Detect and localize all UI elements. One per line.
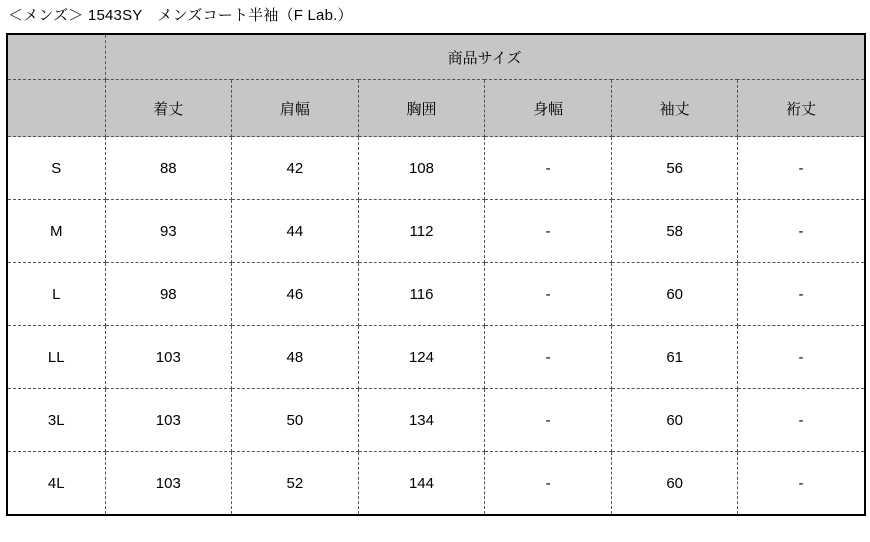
- cell-value: 103: [105, 389, 232, 452]
- table-row: [7, 137, 865, 200]
- cell-value: 61: [611, 326, 738, 389]
- column-header-3: 身幅: [485, 80, 612, 137]
- table-corner-cell-2: [7, 80, 105, 137]
- cell-value: 93: [105, 200, 232, 263]
- row-size-label: S: [7, 137, 105, 200]
- cell-value: -: [485, 389, 612, 452]
- cell-value: -: [485, 263, 612, 326]
- column-header-1: 肩幅: [232, 80, 359, 137]
- cell-value: -: [738, 389, 865, 452]
- table-row: [7, 200, 865, 263]
- cell-value: 88: [105, 137, 232, 200]
- cell-value: 116: [358, 263, 485, 326]
- row-size-label: M: [7, 200, 105, 263]
- cell-value: -: [738, 452, 865, 516]
- page-title: ＜メンズ＞ 1543SY メンズコート半袖（F Lab.）: [8, 7, 353, 24]
- column-header-5: 裄丈: [738, 80, 865, 137]
- cell-value: 56: [611, 137, 738, 200]
- size-table-container: [6, 33, 864, 516]
- cell-value: 50: [232, 389, 359, 452]
- cell-value: 60: [611, 263, 738, 326]
- cell-value: 108: [358, 137, 485, 200]
- table-column-header-row: [7, 80, 865, 137]
- cell-value: 42: [232, 137, 359, 200]
- table-row: [7, 452, 865, 516]
- cell-value: 60: [611, 389, 738, 452]
- cell-value: -: [485, 200, 612, 263]
- table-corner-cell: [7, 34, 105, 80]
- cell-value: -: [738, 326, 865, 389]
- cell-value: 144: [358, 452, 485, 516]
- table-row: [7, 263, 865, 326]
- cell-value: -: [738, 137, 865, 200]
- cell-value: 98: [105, 263, 232, 326]
- cell-value: 44: [232, 200, 359, 263]
- table-group-header-row: [7, 34, 865, 80]
- group-header-product-size: 商品サイズ: [105, 34, 865, 80]
- size-table: [6, 33, 866, 516]
- cell-value: 58: [611, 200, 738, 263]
- cell-value: -: [485, 137, 612, 200]
- cell-value: 112: [358, 200, 485, 263]
- column-header-0: 着丈: [105, 80, 232, 137]
- row-size-label: 3L: [7, 389, 105, 452]
- cell-value: -: [485, 326, 612, 389]
- column-header-4: 袖丈: [611, 80, 738, 137]
- cell-value: 134: [358, 389, 485, 452]
- table-row: [7, 326, 865, 389]
- cell-value: -: [738, 263, 865, 326]
- column-header-2: 胸囲: [358, 80, 485, 137]
- table-row: [7, 389, 865, 452]
- cell-value: 103: [105, 452, 232, 516]
- cell-value: -: [485, 452, 612, 516]
- cell-value: -: [738, 200, 865, 263]
- cell-value: 60: [611, 452, 738, 516]
- cell-value: 103: [105, 326, 232, 389]
- cell-value: 48: [232, 326, 359, 389]
- cell-value: 124: [358, 326, 485, 389]
- cell-value: 46: [232, 263, 359, 326]
- row-size-label: 4L: [7, 452, 105, 516]
- row-size-label: LL: [7, 326, 105, 389]
- row-size-label: L: [7, 263, 105, 326]
- cell-value: 52: [232, 452, 359, 516]
